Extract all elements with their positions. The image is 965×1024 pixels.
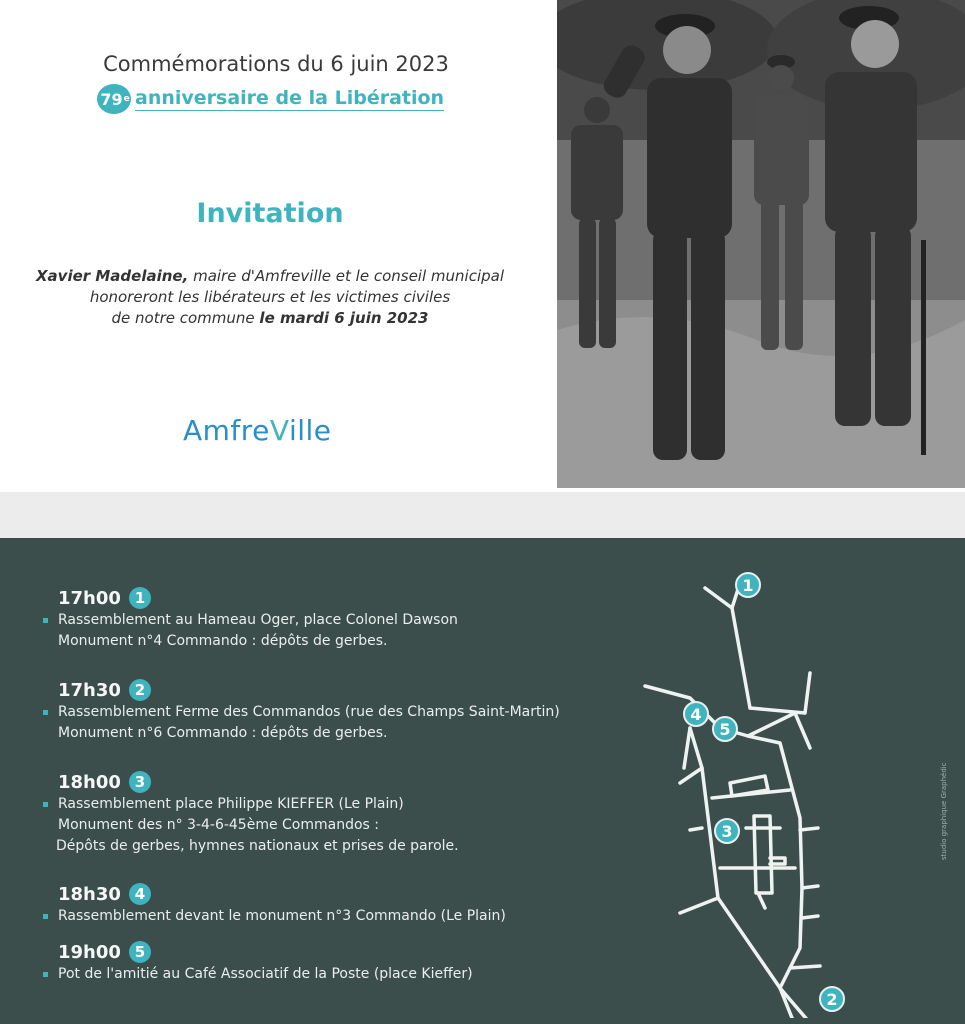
program-step-2 [58, 678, 560, 744]
map-marker-3: 3 [714, 818, 740, 844]
commandos-photo [557, 0, 965, 488]
step-time: 18h30 [58, 883, 121, 905]
step-line [58, 964, 473, 985]
program-step-3 [58, 770, 459, 857]
step-line [58, 610, 458, 631]
bullet-icon [43, 802, 48, 807]
step-line: Monument des n° 3-4-6-45ème Commandos : [58, 817, 380, 833]
step-line: Monument n°4 Commando : dépôts de gerbes. [58, 633, 388, 649]
step-time: 18h00 [58, 771, 121, 793]
invitation-card-program [0, 538, 965, 1024]
map-marker-5: 5 [712, 716, 738, 742]
step-line [58, 794, 459, 815]
intro-line-3-start: de notre commune [111, 309, 260, 327]
intro-line-2: honoreront les libérateurs et les victimes civiles [89, 288, 451, 306]
mayor-name: Xavier Madelaine, [35, 267, 189, 285]
anniversary-badge [97, 84, 131, 114]
step-line [58, 702, 560, 723]
invitation-text [20, 266, 520, 329]
intro-line-3 [20, 308, 520, 329]
logo-leaf-v: V [269, 414, 289, 447]
anniversary-line [97, 84, 444, 114]
program-step-1 [58, 586, 458, 652]
map-marker-4: 4 [683, 701, 709, 727]
invitation-heading: Invitation [196, 198, 344, 229]
street-map [620, 568, 890, 1018]
designer-credit: studio graphique Graphédic [940, 762, 948, 860]
bullet-icon [43, 972, 48, 977]
event-title: Commémorations du 6 juin 2023 [103, 52, 449, 76]
step-line: Monument n°6 Commando : dépôts de gerbes. [58, 725, 388, 741]
step-line [58, 906, 506, 927]
anniversary-number: 79 [100, 89, 123, 109]
step-line-text: Rassemblement au Hameau Oger, place Colonel Dawson [58, 612, 458, 628]
bullet-icon [43, 710, 48, 715]
logo-text-start: Amfre [183, 414, 270, 447]
route-map [620, 568, 890, 1018]
step-line-text: Pot de l'amitié au Café Associatif de la Poste (place Kieffer) [58, 966, 473, 982]
amfreville-logo [183, 414, 332, 447]
map-marker-1: 1 [735, 572, 761, 598]
logo-text-end: ille [288, 414, 332, 447]
step-time: 17h30 [58, 679, 121, 701]
step-time: 17h00 [58, 587, 121, 609]
bullet-icon [43, 914, 48, 919]
intro-line-1 [20, 266, 520, 287]
invitation-card-front [0, 0, 965, 492]
photo-illustration [557, 0, 965, 488]
intro-line-1-rest: maire d'Amfreville et le conseil municipal [188, 267, 504, 285]
anniversary-text: anniversaire de la Libération [135, 87, 445, 109]
anniversary-suffix: e [123, 94, 130, 104]
step-line-text: Rassemblement Ferme des Commandos (rue des Champs Saint-Martin) [58, 704, 560, 720]
step-number-badge: 4 [129, 883, 151, 905]
step-line-text: Rassemblement devant le monument n°3 Commando (Le Plain) [58, 908, 506, 924]
step-number-badge: 2 [129, 679, 151, 701]
bullet-icon [43, 618, 48, 623]
step-line: Dépôts de gerbes, hymnes nationaux et prises de parole. [56, 838, 459, 854]
event-date: le mardi 6 juin 2023 [259, 309, 429, 327]
step-number-badge: 3 [129, 771, 151, 793]
step-number-badge: 1 [129, 587, 151, 609]
program-step-5 [58, 940, 473, 985]
step-time: 19h00 [58, 941, 121, 963]
step-line-text: Rassemblement place Philippe KIEFFER (Le Plain) [58, 796, 404, 812]
step-number-badge: 5 [129, 941, 151, 963]
program-step-4 [58, 882, 506, 927]
map-marker-2: 2 [819, 986, 845, 1012]
